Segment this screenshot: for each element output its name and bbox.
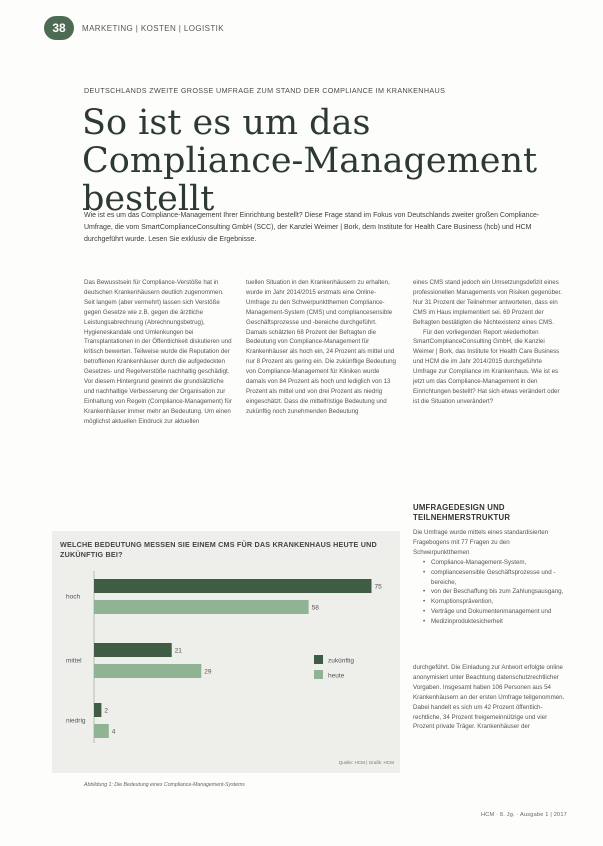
- data-label: 29: [204, 668, 212, 676]
- article-lead: Wie ist es um das Compliance-Management Ihrer Einrichtung bestellt? Diese Frage stand im Fokus von Deutschlands zweiter großen Compliance-Umfrage, die vom SmartComplianceConsulting GmbH (SCC), der Kanzlei Weimer | Bork, dem Institute for Health Care Business (hcb) und HCM durchgeführt wurde. Lesen Sie exklusiv die Ergebnisse.: [84, 212, 540, 243]
- category-label: hoch: [66, 593, 81, 601]
- bar-zukünftig-mittel: [94, 643, 172, 657]
- page-number-badge: 38: [44, 16, 74, 40]
- data-label: 58: [311, 604, 319, 612]
- article-kicker: DEUTSCHLANDS ZWEITE GROSSE UMFRAGE ZUM STAND DER COMPLIANCE IM KRANKENHAUS: [84, 86, 446, 95]
- list-item: • Medizinproduktesicherheit: [423, 617, 565, 627]
- bar-heute-hoch: [94, 600, 309, 614]
- category-label: niedrig: [66, 717, 86, 725]
- design-intro: Die Umfrage wurde mittels eines standardisierten Fragebogens mit 77 Fragen zu den Schwerpunktthemen: [413, 529, 549, 556]
- body-paragraph: eines CMS stand jedoch ein Umsetzungsdefizit eines professionellen Managements von Risiken gegenüber. Nur 31 Prozent der Teilnehmer antworteten, dass ein CMS im Haus implementiert sei. 69 Prozent der Befragten bestätigten die Nichtexistenz eines CMS.: [413, 279, 562, 326]
- list-item: • von der Beschaffung bis zum Zahlungsausgang,: [423, 587, 565, 597]
- bar-zukünftig-hoch: [94, 579, 372, 593]
- body-paragraph: Das Bewusstsein für Compliance-Verstöße hat in deutschen Krankenhäusern deutlich zugenommen. Seit langem (aber vermehrt) lassen sich Verstöße gegen Gesetze wie z.B. gegen die ärztliche Leistungsabrechnung (Abrechnungsbetrug), Hygieneskandale und Umlenkungen bei Transplantationen in der Öffentlichkeit diskutieren und kritisch bewerten. Teilweise wurde die Reputation der betroffenen Krankenhäuser durch die aufgedeckten Gesetzes- und Regelverstöße nachhaltig geschädigt. Vor diesem Hintergrund gewinnt die grundsätzliche und nachhaltige Verbesserung der Organisation zur Einhaltung von Regeln (Compliance-Management) für Krankenhäuser immer mehr an Bedeutung. Um einen möglichst aktuellen Eindruck zur aktuellen: [84, 279, 232, 425]
- legend-swatch-zukünftig: [314, 655, 323, 664]
- design-text: [413, 528, 565, 627]
- data-label: 2: [104, 707, 109, 715]
- list-item: • compliancesensible Geschäftsprozesse und -bereiche,: [423, 568, 565, 588]
- bar-chart-box: [52, 531, 400, 773]
- chart-title: WELCHE BEDEUTUNG MESSEN SIE EINEM CMS FÜR DAS KRANKENHAUS HEUTE UND ZUKÜNFTIG BEI?: [60, 540, 377, 559]
- bar-heute-niedrig: [94, 724, 109, 738]
- chart-source: Quelle: HCM | Grafik: HCM: [338, 760, 394, 765]
- body-column-1: [84, 278, 234, 427]
- data-label: 75: [374, 583, 382, 591]
- section-header: [44, 16, 224, 40]
- bar-heute-mittel: [94, 664, 201, 678]
- legend-swatch-heute: [314, 670, 323, 679]
- page-footer: HCM · 8. Jg. · Ausgabe 1 | 2017: [480, 812, 567, 818]
- legend-label: zukünftig: [328, 657, 355, 665]
- article-headline: So ist es um das Compliance-Management bestellt: [82, 103, 538, 219]
- list-item: • Verträge und Dokumentenmanagement und: [423, 607, 565, 617]
- data-label: 4: [111, 728, 116, 736]
- category-label: mittel: [66, 657, 82, 665]
- list-item: • Compliance-Management-System,: [423, 558, 565, 568]
- figure-caption: Abbildung 1: Die Bedeutung eines Compliance-Management-Systems: [84, 782, 245, 788]
- design-bullet-list: [413, 558, 565, 627]
- body-paragraph: Für den vorliegenden Report wiederholten SmartComplianceConsulting GmbH, die Kanzlei Weimer | Bork, das Institute for Health Care Business und HCM die im Jahr 2014/2015 durchgeführte Umfrage zur Compliance im Krankenhaus. Wie ist es jetzt um das Compliance-Management in den Einrichtungen bestellt? Hat sich etwas verändert oder ist die Situation unverändert?: [413, 328, 560, 405]
- body-paragraph: tuellen Situation in den Krankenhäusern zu erhalten, wurde im Jahr 2014/2015 erstmals eine Online-Umfrage zu den Schwerpunktthemen Compliance-Management-System (CMS) und compliancesensible Geschäftsprozesse und -bereiche durchgeführt. Damals schätzten 68 Prozent der Befragten die Bedeutung von Compliance-Management für Krankenhäuser als hoch ein, 24 Prozent als mittel und nur 8 Prozent als gering ein. Die zukünftige Bedeutung von Compliance-Management für Kliniken wurde damals von 84 Prozent als hoch und lediglich von 13 Prozent als mittel und von drei Prozent als niedrig eingeschätzt. Dass die mittelfristige Bedeutung und zukünftig noch zunehmenden Bedeutung: [246, 279, 396, 415]
- design-outro: durchgeführt. Die Einladung zur Antwort erfolgte online anonymisiert unter Beachtung datenschutzrechtlicher Vorgaben. Insgesamt haben 106 Personen aus 54 Krankenhäusern an der ersten Umfrage teilgenommen. Dabei handelt es sich um 42 Prozent öffentlich-rechtliche, 34 Prozent freigemeinnützige und vier Prozent private Träger. Krankenhäuser der: [413, 664, 565, 731]
- section-subheading: UMFRAGEDESIGN UND TEILNEHMERSTRUKTUR: [413, 503, 511, 522]
- legend-label: heute: [328, 672, 345, 680]
- bar-chart: [52, 531, 400, 773]
- section-label: MARKETING | KOSTEN | LOGISTIK: [82, 23, 224, 33]
- list-item: • Korruptionsprävention,: [423, 597, 565, 607]
- body-column-3: [413, 278, 565, 407]
- bar-zukünftig-niedrig: [94, 703, 101, 717]
- body-column-2: [246, 278, 399, 417]
- data-label: 21: [174, 647, 182, 655]
